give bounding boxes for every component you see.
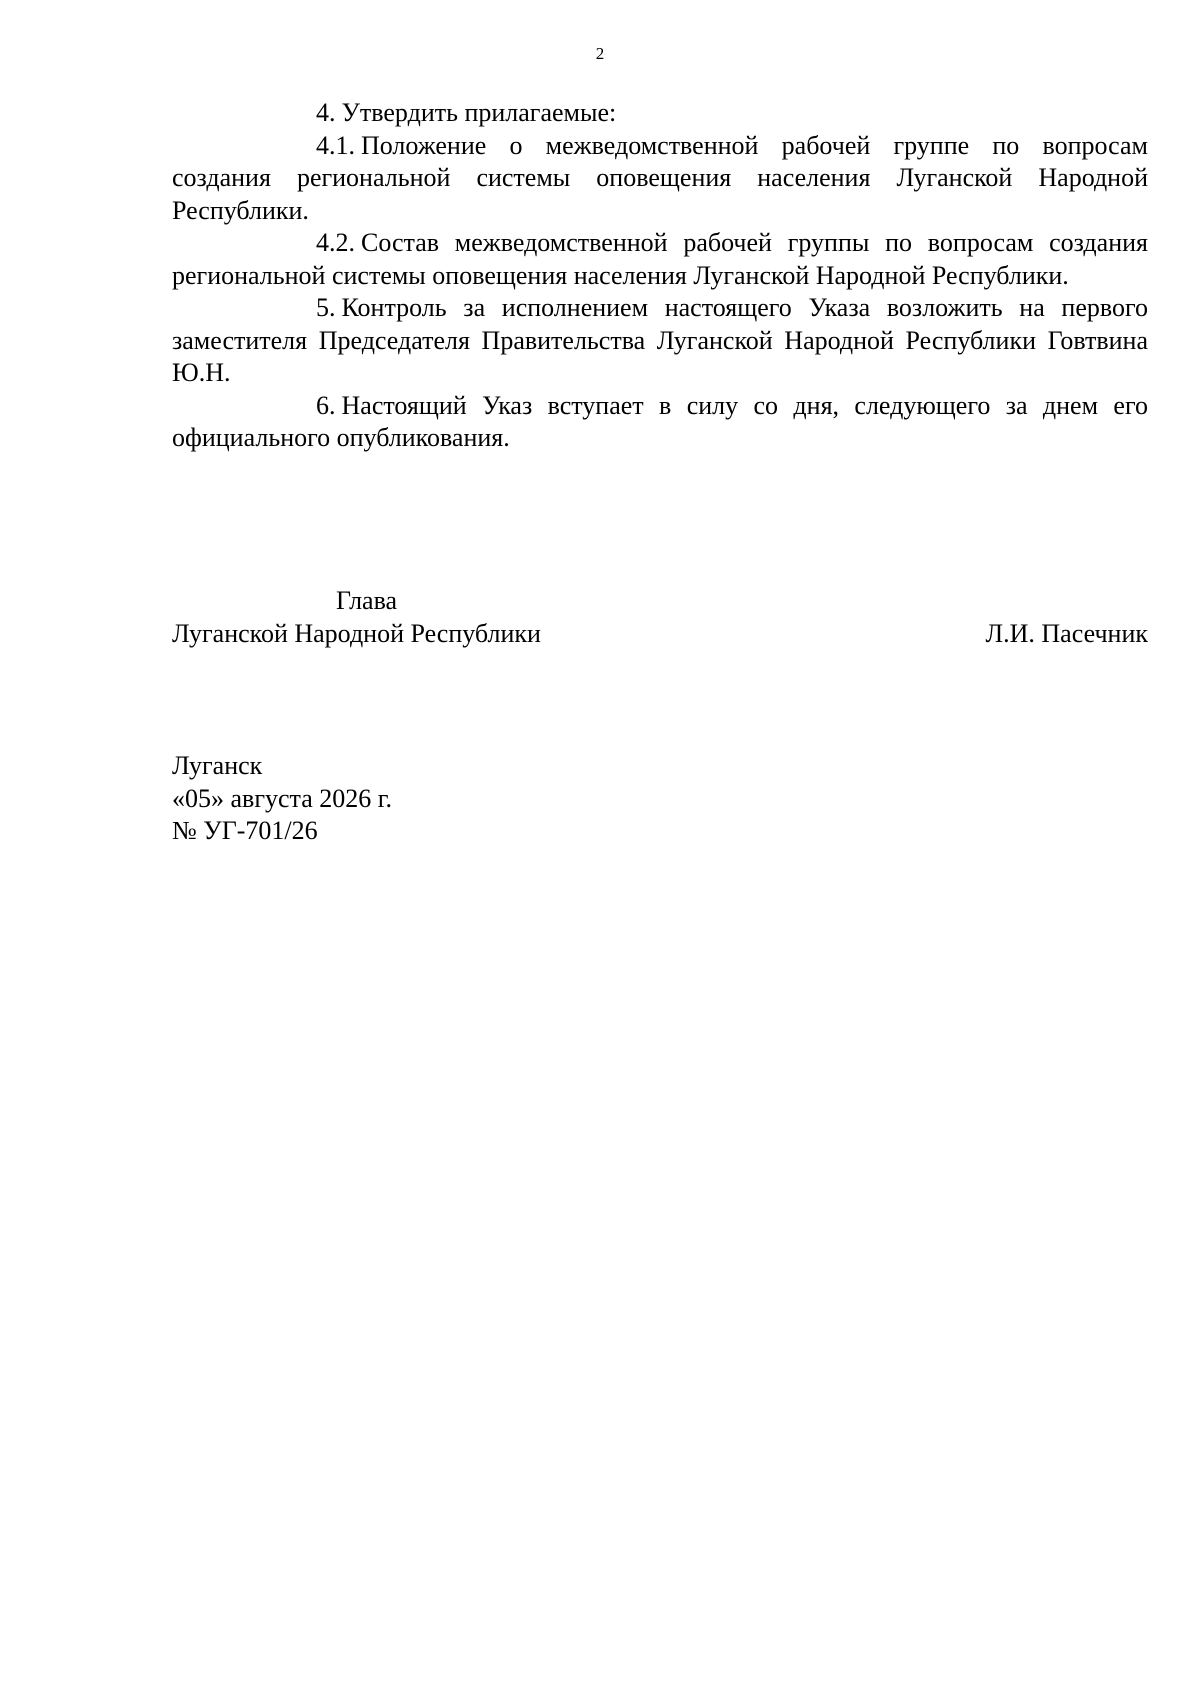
signature-block — [172, 585, 1148, 650]
decree-body — [172, 97, 1148, 455]
paragraph-number: 6. — [316, 390, 336, 420]
page-number: 2 — [595, 44, 605, 63]
paragraph-text: Контроль за исполнением настоящего Указа возложить на первого заместителя Председателя Правительства Луганской Народной Республики Говтвина Ю.Н. — [172, 293, 1148, 387]
signatory-name: Л.И. Пасечник — [985, 618, 1148, 648]
paragraph-4-2 — [172, 227, 1148, 292]
paragraph-6 — [172, 390, 1148, 455]
signature-row — [172, 618, 1148, 651]
decree-date: «05» августа 2026 г. — [172, 783, 392, 813]
place-date-number-block — [172, 750, 392, 848]
paragraph-text: Утвердить прилагаемые: — [341, 98, 617, 127]
paragraph-5 — [172, 292, 1148, 390]
place: Луганск — [172, 751, 263, 780]
paragraph-number: 4.1. — [316, 130, 355, 160]
paragraph-text: Состав межведомственной рабочей группы по вопросам создания региональной системы оповещения населения Луганской Народной Республики. — [172, 228, 1148, 290]
paragraph-4 — [172, 97, 1148, 130]
paragraph-number: 4.2. — [316, 228, 355, 257]
paragraph-number: 4. — [316, 98, 336, 127]
paragraph-text: Настоящий Указ вступает в силу со дня, следующего за днем его официального опубликования. — [172, 390, 1148, 452]
paragraph-text: Положение о межведомственной рабочей группе по вопросам создания региональной системы оповещения населения Луганской Народной Республики. — [172, 130, 1148, 225]
signatory-organization: Луганской Народной Республики — [172, 618, 541, 648]
decree-number: № УГ-701/26 — [172, 816, 318, 845]
signatory-title: Глава — [336, 586, 398, 615]
paragraph-4-1 — [172, 130, 1148, 228]
paragraph-number: 5. — [316, 293, 336, 322]
